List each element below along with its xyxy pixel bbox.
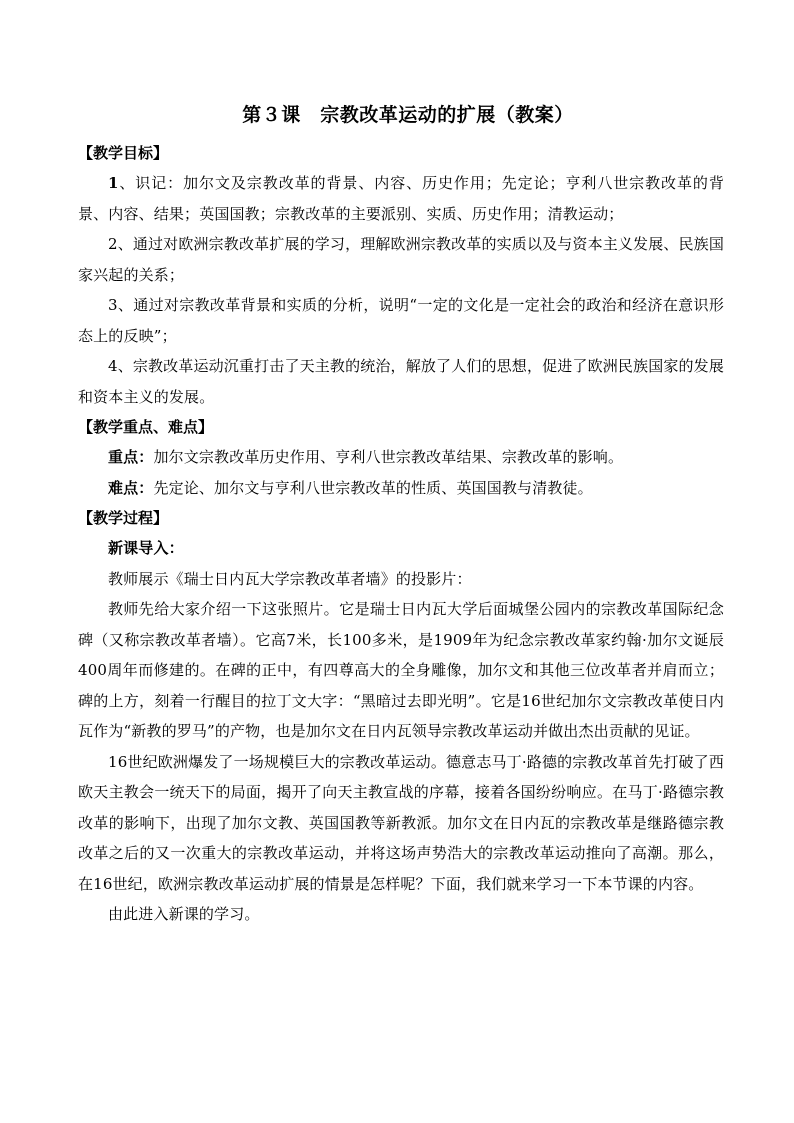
- difficulty-text: 先定论、加尔文与亨利八世宗教改革的性质、英国国教与清教徒。: [153, 478, 593, 497]
- objective-number: 1: [108, 174, 119, 192]
- objective-number: 3: [108, 296, 118, 314]
- document-page: [78, 100, 724, 930]
- objective-item-1: [78, 168, 724, 229]
- objective-item-2: [78, 229, 724, 290]
- objective-text: 、识记：加尔文及宗教改革的背景、内容、历史作用；先定论；亨利八世宗教改革的背景、内容、结果；英国国教；宗教改革的主要派别、实质、历史作用；清教运动；: [78, 174, 724, 223]
- difficulty-label: 难点：: [108, 478, 154, 497]
- process-heading: 【教学过程】: [78, 509, 169, 527]
- process-paragraph-3: 16世纪欧洲爆发了一场规模巨大的宗教改革运动。德意志马丁·路德的宗教改革首先打破了西欧天主教会一统天下的局面，揭开了向天主教宣战的序幕，接着各国纷纷响应。在马丁·路德宗教改革的影响下，出现了加尔文教、英国国教等新教派。加尔文在日内瓦的宗教改革是继路德宗教改革之后的又一次重大的宗教改革运动，并将这场声势浩大的宗教改革运动推向了高潮。那么，在16世纪，欧洲宗教改革运动扩展的情景是怎样呢？下面，我们就来学习一下本节课的内容。: [78, 752, 724, 893]
- focus-line: [78, 442, 724, 473]
- process-paragraph-1: 教师展示《瑞士日内瓦大学宗教改革者墙》的投影片：: [108, 569, 472, 588]
- objectives-heading: 【教学目标】: [78, 144, 169, 162]
- process-paragraph-2: 教师先给大家介绍一下这张照片。它是瑞士日内瓦大学后面城堡公园内的宗教改革国际纪念碑（又称宗教改革者墙）。它高7米，长100多米，是1909年为纪念宗教改革家约翰·加尔文诞辰400周年而修建的。在碑的正中，有四尊高大的全身雕像，加尔文和其他三位改革者并肩而立；碑的上方，刻着一行醒目的拉丁文大字：“黑暗过去即光明”。它是16世纪加尔文宗教改革使日内瓦作为“新教的罗马”的产物，也是加尔文在日内瓦领导宗教改革运动并做出杰出贡献的见证。: [78, 600, 724, 740]
- focus-text: 加尔文宗教改革历史作用、亨利八世宗教改革结果、宗教改革的影响。: [153, 448, 624, 466]
- objective-text: 、通过对宗教改革背景和实质的分析，说明“一定的文化是一定社会的政治和经济在意识形态上的反映”；: [78, 296, 724, 345]
- difficulty-line: [78, 473, 724, 504]
- objective-text: 、宗教改革运动沉重打击了天主教的统治，解放了人们的思想，促进了欧洲民族国家的发展和资本主义的发展。: [78, 357, 724, 406]
- intro-label-line: [78, 533, 724, 564]
- objective-number: 2: [108, 235, 118, 253]
- objective-text: 、通过对欧洲宗教改革扩展的学习，理解欧洲宗教改革的实质以及与资本主义发展、民族国家兴起的关系；: [78, 235, 724, 284]
- process-paragraph-4: 由此进入新课的学习。: [108, 905, 260, 923]
- keypoints-heading: 【教学重点、难点】: [78, 418, 214, 436]
- focus-label: 重点：: [108, 448, 154, 466]
- page-title: 第３课 宗教改革运动的扩展（教案）: [242, 104, 574, 126]
- objective-number: 4: [108, 357, 118, 375]
- intro-label: 新课导入：: [108, 539, 184, 557]
- objective-item-3: [78, 290, 724, 351]
- objective-item-4: [78, 351, 724, 412]
